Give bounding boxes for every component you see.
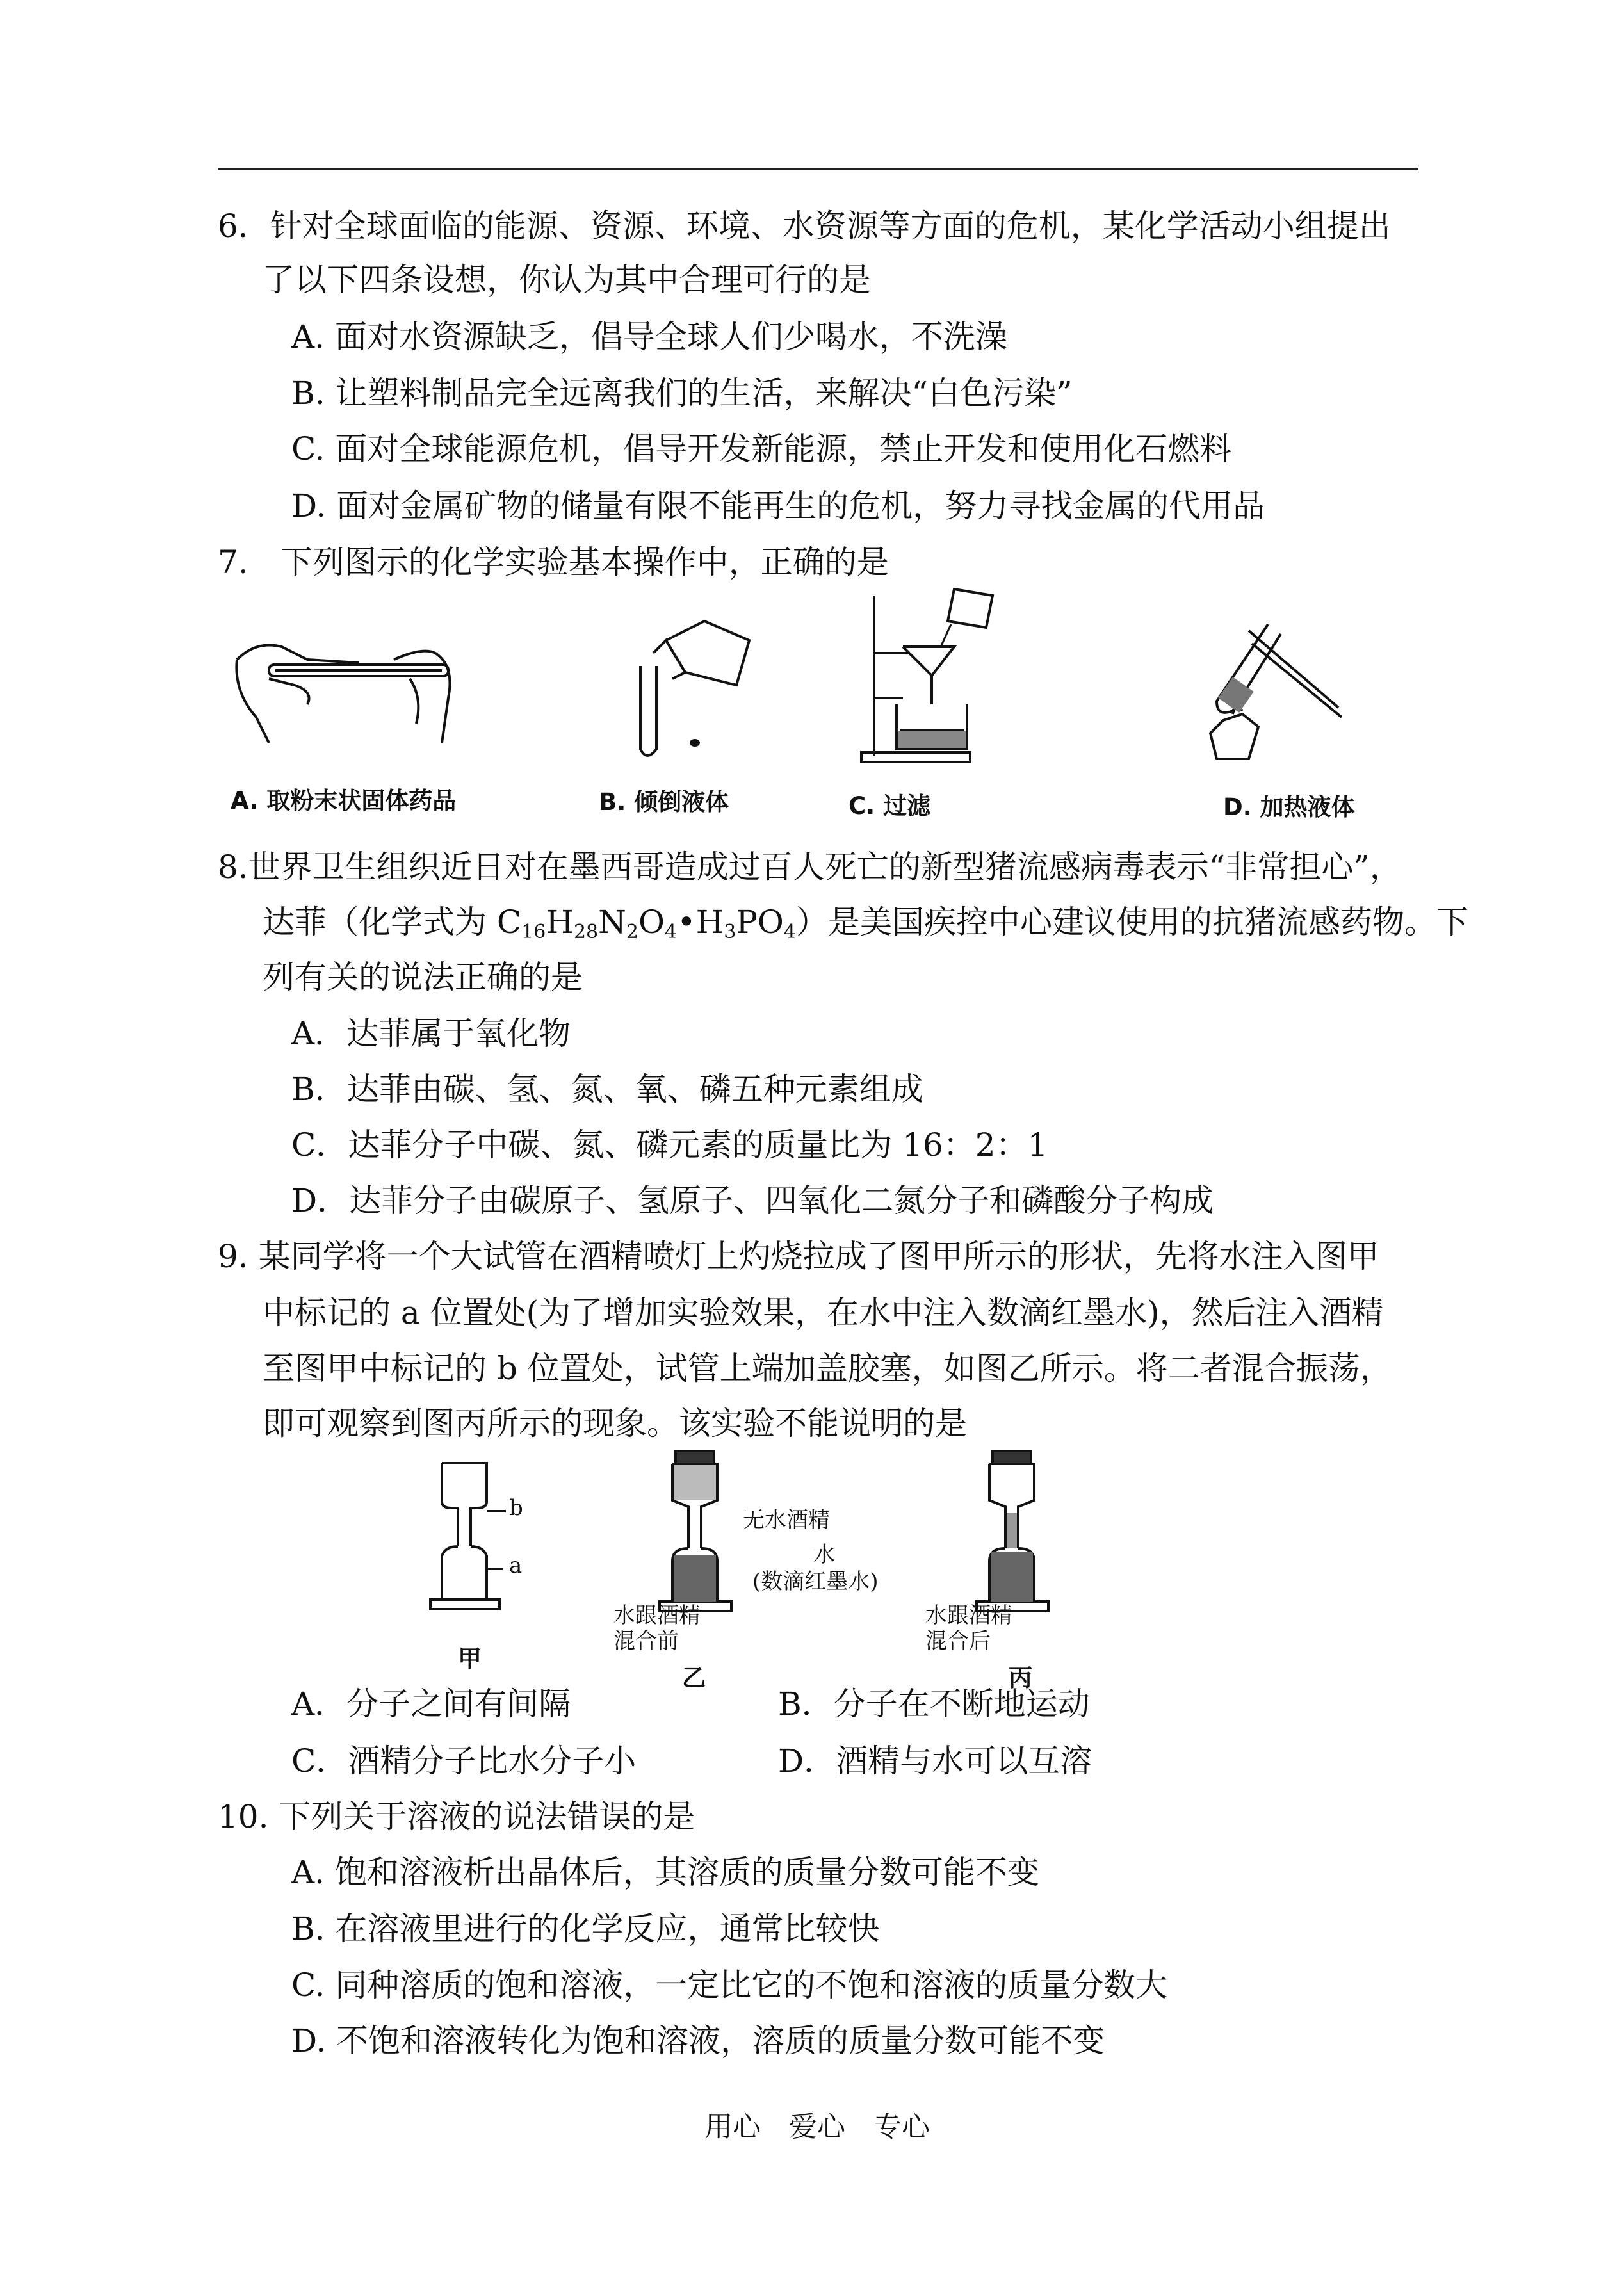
figure-label-bing: 丙 <box>1009 1664 1032 1692</box>
liquid-pouring-figure <box>628 615 762 762</box>
page-footer: 用心 爱心 专心 <box>704 2111 930 2143</box>
tube-figure-jia <box>416 1454 544 1614</box>
q8-option-d: D．达菲分子由碳原子、氢原子、四氧化二氮分子和磷酸分子构成 <box>291 1182 1214 1219</box>
q7-stem: 7. 下列图示的化学实验基本操作中，正确的是 <box>218 544 889 581</box>
q8-option-b: B．达菲由碳、氢、氮、氧、磷五种元素组成 <box>291 1071 923 1108</box>
figure-label-yi: 乙 <box>682 1664 706 1692</box>
q9-option-d: D．酒精与水可以互溶 <box>778 1742 1092 1780</box>
q8-stem-line1: 8.世界卫生组织近日对在墨西哥造成过百人死亡的新型猪流感病毒表示“非常担心”， <box>218 848 1402 886</box>
label-a: a <box>509 1553 523 1578</box>
q6-stem-line1: 6．针对全球面临的能源、资源、环境、水资源等方面的危机，某化学活动小组提出 <box>218 207 1391 245</box>
filtering-figure <box>858 583 1005 768</box>
q10-option-a: A. 饱和溶液析出晶体后，其溶质的质量分数可能不变 <box>291 1854 1039 1891</box>
q8-option-c: C．达菲分子中碳、氮、磷元素的质量比为 16：2：1 <box>291 1126 1048 1164</box>
q7-caption-a: A. 取粉末状固体药品 <box>231 787 457 815</box>
q9-stem-line4: 即可观察到图丙所示的现象。该实验不能说明的是 <box>263 1405 967 1442</box>
q6-stem-line2: 了以下四条设想，你认为其中合理可行的是 <box>263 261 871 298</box>
q6-option-b: B. 让塑料制品完全远离我们的生活，来解决“白色污染” <box>291 375 1073 412</box>
heating-liquid-figure <box>1198 599 1364 772</box>
q8-option-a: A．达菲属于氧化物 <box>291 1015 571 1052</box>
tube-figure-bing <box>957 1446 1085 1619</box>
q9-stem-line2: 中标记的 a 位置处(为了增加实验效果，在水中注入数滴红墨水)，然后注入酒精 <box>263 1294 1384 1331</box>
q7-caption-c: C. 过滤 <box>849 792 931 820</box>
q7-caption-d: D. 加热液体 <box>1223 793 1355 821</box>
q7-caption-b: B. 倾倒液体 <box>599 788 729 816</box>
label-before-2: 混合前 <box>613 1628 679 1654</box>
label-after-2: 混合后 <box>925 1628 991 1654</box>
label-b: b <box>509 1495 523 1521</box>
label-water-note: (数滴红墨水) <box>752 1569 879 1594</box>
label-after-1: 水跟酒精 <box>925 1603 1012 1628</box>
q6-option-d: D. 面对金属矿物的储量有限不能再生的危机，努力寻找金属的代用品 <box>291 487 1265 524</box>
q9-stem-line3: 至图甲中标记的 b 位置处，试管上端加盖胶塞，如图乙所示。将二者混合振荡， <box>263 1350 1392 1387</box>
q9-option-a: A．分子之间有间隔 <box>291 1685 571 1723</box>
q6-option-c: C. 面对全球能源危机，倡导开发新能源，禁止开发和使用化石燃料 <box>291 430 1232 467</box>
q10-option-b: B. 在溶液里进行的化学反应，通常比较快 <box>291 1910 880 1947</box>
q9-option-c: C．酒精分子比水分子小 <box>291 1742 637 1780</box>
q8-stem-line3: 列有关的说法正确的是 <box>263 959 583 996</box>
figure-label-jia: 甲 <box>458 1645 482 1673</box>
label-alcohol: 无水酒精 <box>743 1507 830 1533</box>
q6-option-a: A. 面对水资源缺乏，倡导全球人们少喝水，不洗澡 <box>291 318 1007 355</box>
q10-stem: 10. 下列关于溶液的说法错误的是 <box>218 1798 695 1835</box>
q9-option-b: B．分子在不断地运动 <box>778 1685 1090 1723</box>
q9-stem-line1: 9. 某同学将一个大试管在酒精喷灯上灼烧拉成了图甲所示的形状，先将水注入图甲 <box>218 1238 1379 1275</box>
q8-stem-line2: 达菲（化学式为 $C_{16}H_{28}N_2O_4•H_3PO_4$）是美国疾控中心建议使用的抗猪流感药物。下 <box>263 904 1469 943</box>
header-rule <box>218 168 1418 170</box>
label-before-1: 水跟酒精 <box>613 1603 701 1628</box>
label-water: 水 <box>813 1542 835 1568</box>
q10-option-d: D. 不饱和溶液转化为饱和溶液，溶质的质量分数可能不变 <box>291 2022 1105 2059</box>
q10-option-c: C. 同种溶质的饱和溶液，一定比它的不饱和溶液的质量分数大 <box>291 1967 1168 2004</box>
powder-sampling-figure <box>231 634 474 749</box>
